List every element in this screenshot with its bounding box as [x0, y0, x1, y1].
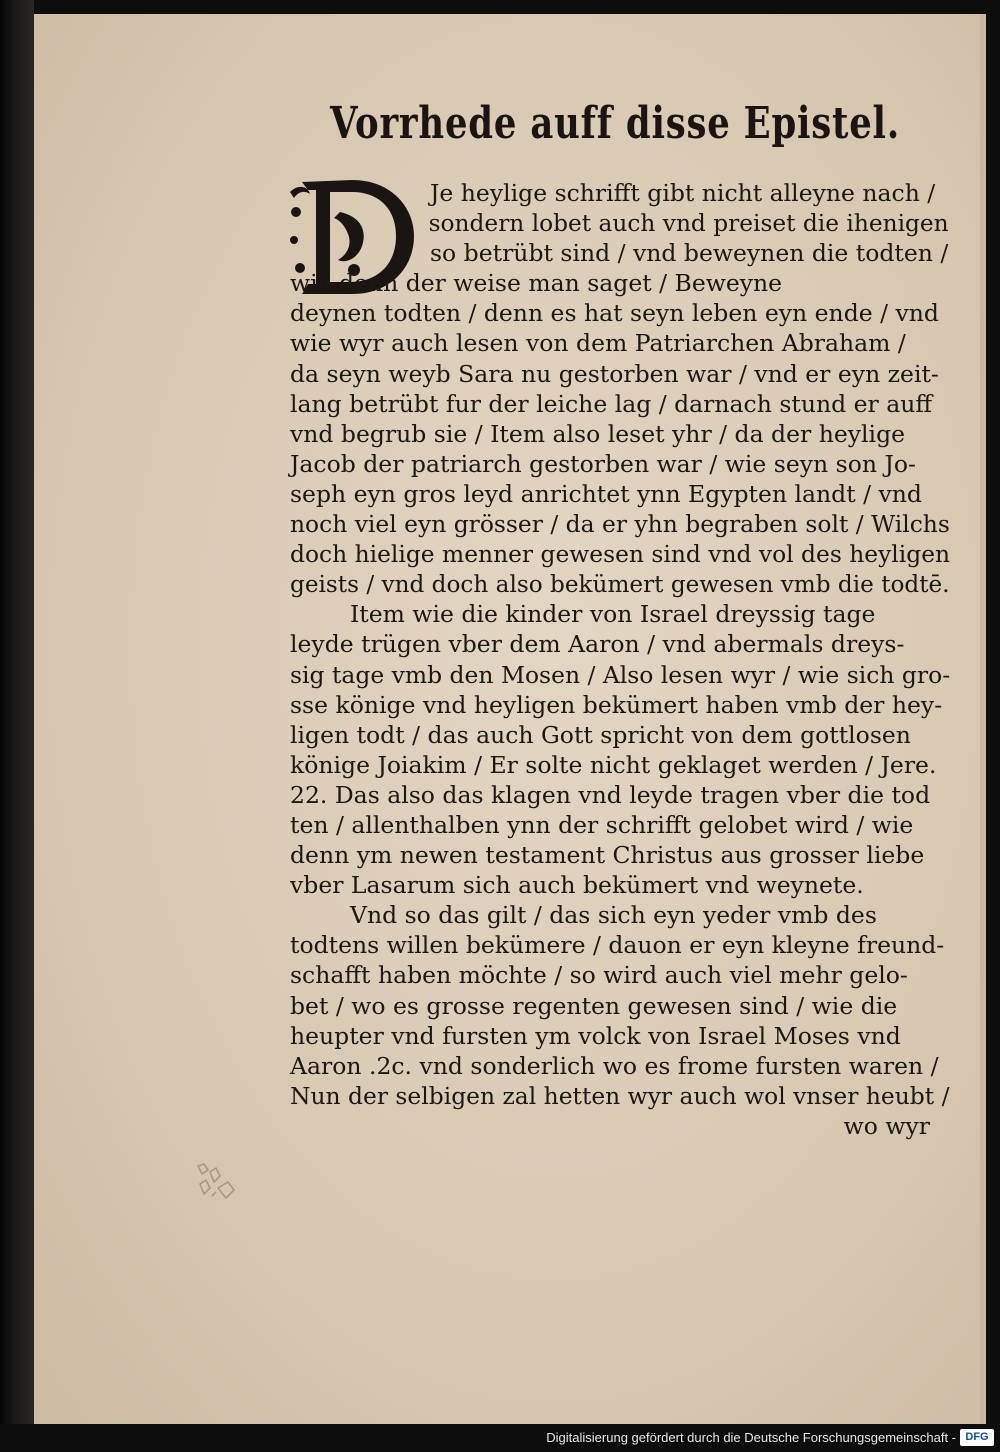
text-line: lang betrübt fur der leiche lag / darnach stund er auff — [290, 389, 933, 418]
text-line: leyde trügen vber dem Aaron / vnd abermals dreys- — [290, 630, 905, 659]
library-stamp-icon — [192, 1158, 242, 1204]
text-line: seph eyn gros leyd anrichtet ynn Egypten landt / vnd — [290, 479, 922, 508]
text-line: todtens willen bekümere / dauon er eyn kleyne freund- — [290, 931, 945, 960]
text-line: Vnd so das gilt / das sich eyn yeder vmb des — [350, 901, 877, 930]
text-line: Item wie die kinder von Israel dreyssig tage — [350, 600, 876, 629]
body-text — [290, 178, 950, 1141]
text-line: schafft haben möchte / so wird auch viel mehr gelo- — [290, 961, 908, 990]
text-line: noch viel eyn grösser / da er yhn begraben solt / Wilchs — [290, 510, 950, 539]
text-line: vber Lasarum sich auch bekümert vnd weynete. — [290, 871, 864, 900]
text-line: sig tage vmb den Mosen / Also lesen wyr / wie sich gro- — [290, 660, 951, 689]
text-line: heupter vnd fursten ym volck von Israel Moses vnd — [290, 1021, 901, 1050]
text-line: bet / wo es grosse regenten gewesen sind / wie die — [290, 991, 898, 1020]
text-line: Nun der selbigen zal hetten wyr auch wol vnser heubt / — [290, 1081, 950, 1110]
text-line: wie denn der weise man saget / Beweyne — [290, 269, 783, 298]
binding-edge — [0, 0, 34, 1452]
text-line: sse könige vnd heyligen bekümert haben vmb der hey- — [290, 690, 943, 719]
page-heading: Vorrhede auff disse Epistel. — [330, 98, 900, 149]
text-line: denn ym newen testament Christus aus grosser liebe — [290, 841, 925, 870]
text-line: wie wyr auch lesen von dem Patriarchen Abraham / — [290, 329, 906, 358]
text-line: Jacob der patriarch gestorben war / wie seyn son Jo- — [290, 449, 916, 478]
text-line: ligen todt / das auch Gott spricht von dem gottlosen — [290, 720, 911, 749]
text-line: Je heylige schrifft gibt nicht alleyne nach / — [430, 179, 936, 207]
text-line: deynen todten / denn es hat seyn leben eyn ende / vnd — [290, 299, 939, 328]
footer-bar — [0, 1424, 1000, 1452]
dfg-logo-icon: DFG — [960, 1429, 994, 1446]
text-line: wo wyr — [843, 1111, 930, 1140]
text-line: 22. Das also das klagen vnd leyde tragen vber die tod — [290, 780, 931, 809]
text-line: vnd begrub sie / Item also leset yhr / da der heylige — [290, 419, 906, 448]
text-line: da seyn weyb Sara nu gestorben war / vnd er eyn zeit- — [290, 359, 939, 388]
text-line: sondern lobet auch vnd preiset die ihenigen — [428, 209, 949, 238]
text-line: ten / allenthalben ynn der schrifft gelobet wird / wie — [290, 810, 914, 839]
footer-credit: Digitalisierung gefördert durch die Deutsche Forschungsgemeinschaft - — [546, 1430, 956, 1445]
text-line: doch hielige menner gewesen sind vnd vol des heyligen — [290, 540, 951, 569]
text-line: Aaron .2c. vnd sonderlich wo es frome fursten waren / — [290, 1051, 939, 1080]
text-line: so betrübt sind / vnd beweynen die todten / — [430, 239, 949, 268]
text-line: geists / vnd doch also bekümert gewesen vmb die todtē. — [290, 570, 950, 599]
text-line: könige Joiakim / Er solte nicht geklaget werden / Jere. — [290, 750, 937, 779]
